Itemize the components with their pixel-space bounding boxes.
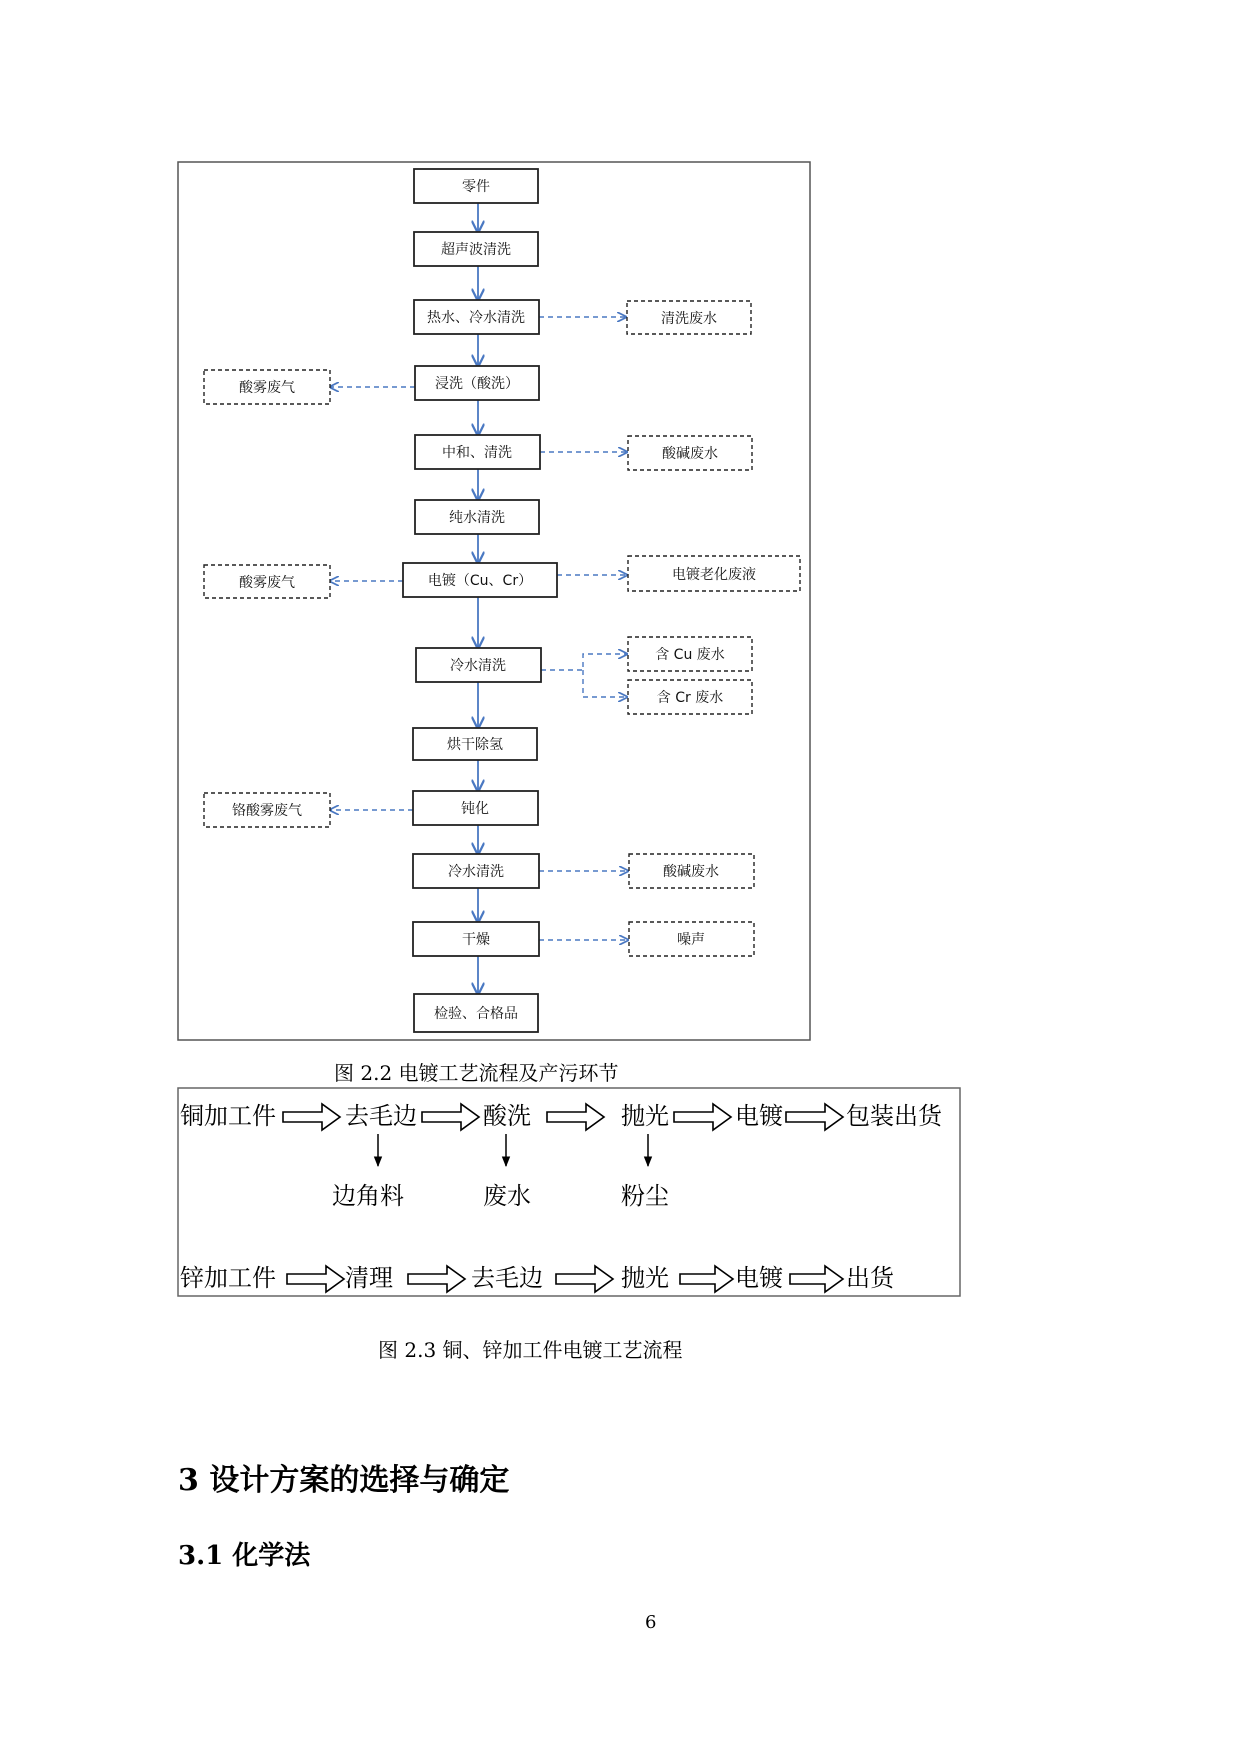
step-8-label: 冷水清洗 (450, 658, 506, 674)
copper-step-1: 铜加工件 (180, 1102, 276, 1130)
section-3-heading: 3 设计方案的选择与确定 (178, 1463, 510, 1498)
copper-step-4: 抛光 (621, 1102, 669, 1130)
output-10-label: 噪声 (677, 932, 705, 948)
output-3-label: 酸碱废水 (662, 446, 718, 462)
step-13-label: 检验、合格品 (434, 1006, 518, 1022)
page-number: 6 (645, 1612, 657, 1633)
output-4-label: 酸雾废气 (239, 575, 295, 591)
step-10-label: 钝化 (461, 801, 489, 817)
zinc-step-6: 出货 (846, 1264, 894, 1292)
step-11-label: 冷水清洗 (448, 864, 504, 880)
step-1-label: 零件 (462, 179, 490, 195)
copper-step-6: 包装出货 (846, 1102, 942, 1130)
step-5-label: 中和、清洗 (442, 445, 512, 461)
output-7-label: 含 Cr 废水 (656, 690, 724, 706)
figure-2-3-caption: 图 2.3 铜、锌加工件电镀工艺流程 (378, 1338, 683, 1362)
output-8-label: 铬酸雾废气 (232, 803, 302, 819)
byproduct-3: 粉尘 (621, 1182, 669, 1210)
step-7-label: 电镀（Cu、Cr） (427, 573, 533, 589)
output-5-label: 电镀老化废液 (672, 567, 756, 583)
output-2-label: 酸雾废气 (239, 380, 295, 396)
step-2-label: 超声波清洗 (441, 242, 511, 258)
step-12-label: 干燥 (462, 932, 490, 948)
copper-step-2: 去毛边 (345, 1102, 417, 1130)
figure-2-3-flowchart (178, 1088, 960, 1296)
zinc-step-3: 去毛边 (471, 1264, 543, 1292)
byproduct-1: 边角料 (332, 1182, 404, 1210)
step-6-label: 纯水清洗 (449, 510, 505, 526)
output-6-label: 含 Cu 废水 (655, 647, 725, 663)
step-3-label: 热水、冷水清洗 (427, 310, 525, 326)
copper-step-5: 电镀 (735, 1102, 783, 1130)
zinc-step-5: 电镀 (735, 1264, 783, 1292)
zinc-step-2: 清理 (345, 1264, 393, 1292)
section-3-1-heading: 3.1 化学法 (178, 1541, 311, 1571)
figure-2-2-caption: 图 2.2 电镀工艺流程及产污环节 (334, 1061, 619, 1085)
step-9-label: 烘干除氢 (447, 737, 503, 753)
zinc-step-4: 抛光 (621, 1264, 669, 1292)
figure-2-2-frame (178, 162, 810, 1040)
step-4-label: 浸洗（酸洗） (435, 376, 519, 392)
zinc-step-1: 锌加工件 (180, 1264, 276, 1292)
figure-2-2-flowchart (178, 162, 810, 1040)
copper-step-3: 酸洗 (483, 1102, 531, 1130)
output-9-label: 酸碱废水 (663, 864, 719, 880)
byproduct-2: 废水 (483, 1182, 531, 1210)
output-1-label: 清洗废水 (661, 311, 717, 327)
